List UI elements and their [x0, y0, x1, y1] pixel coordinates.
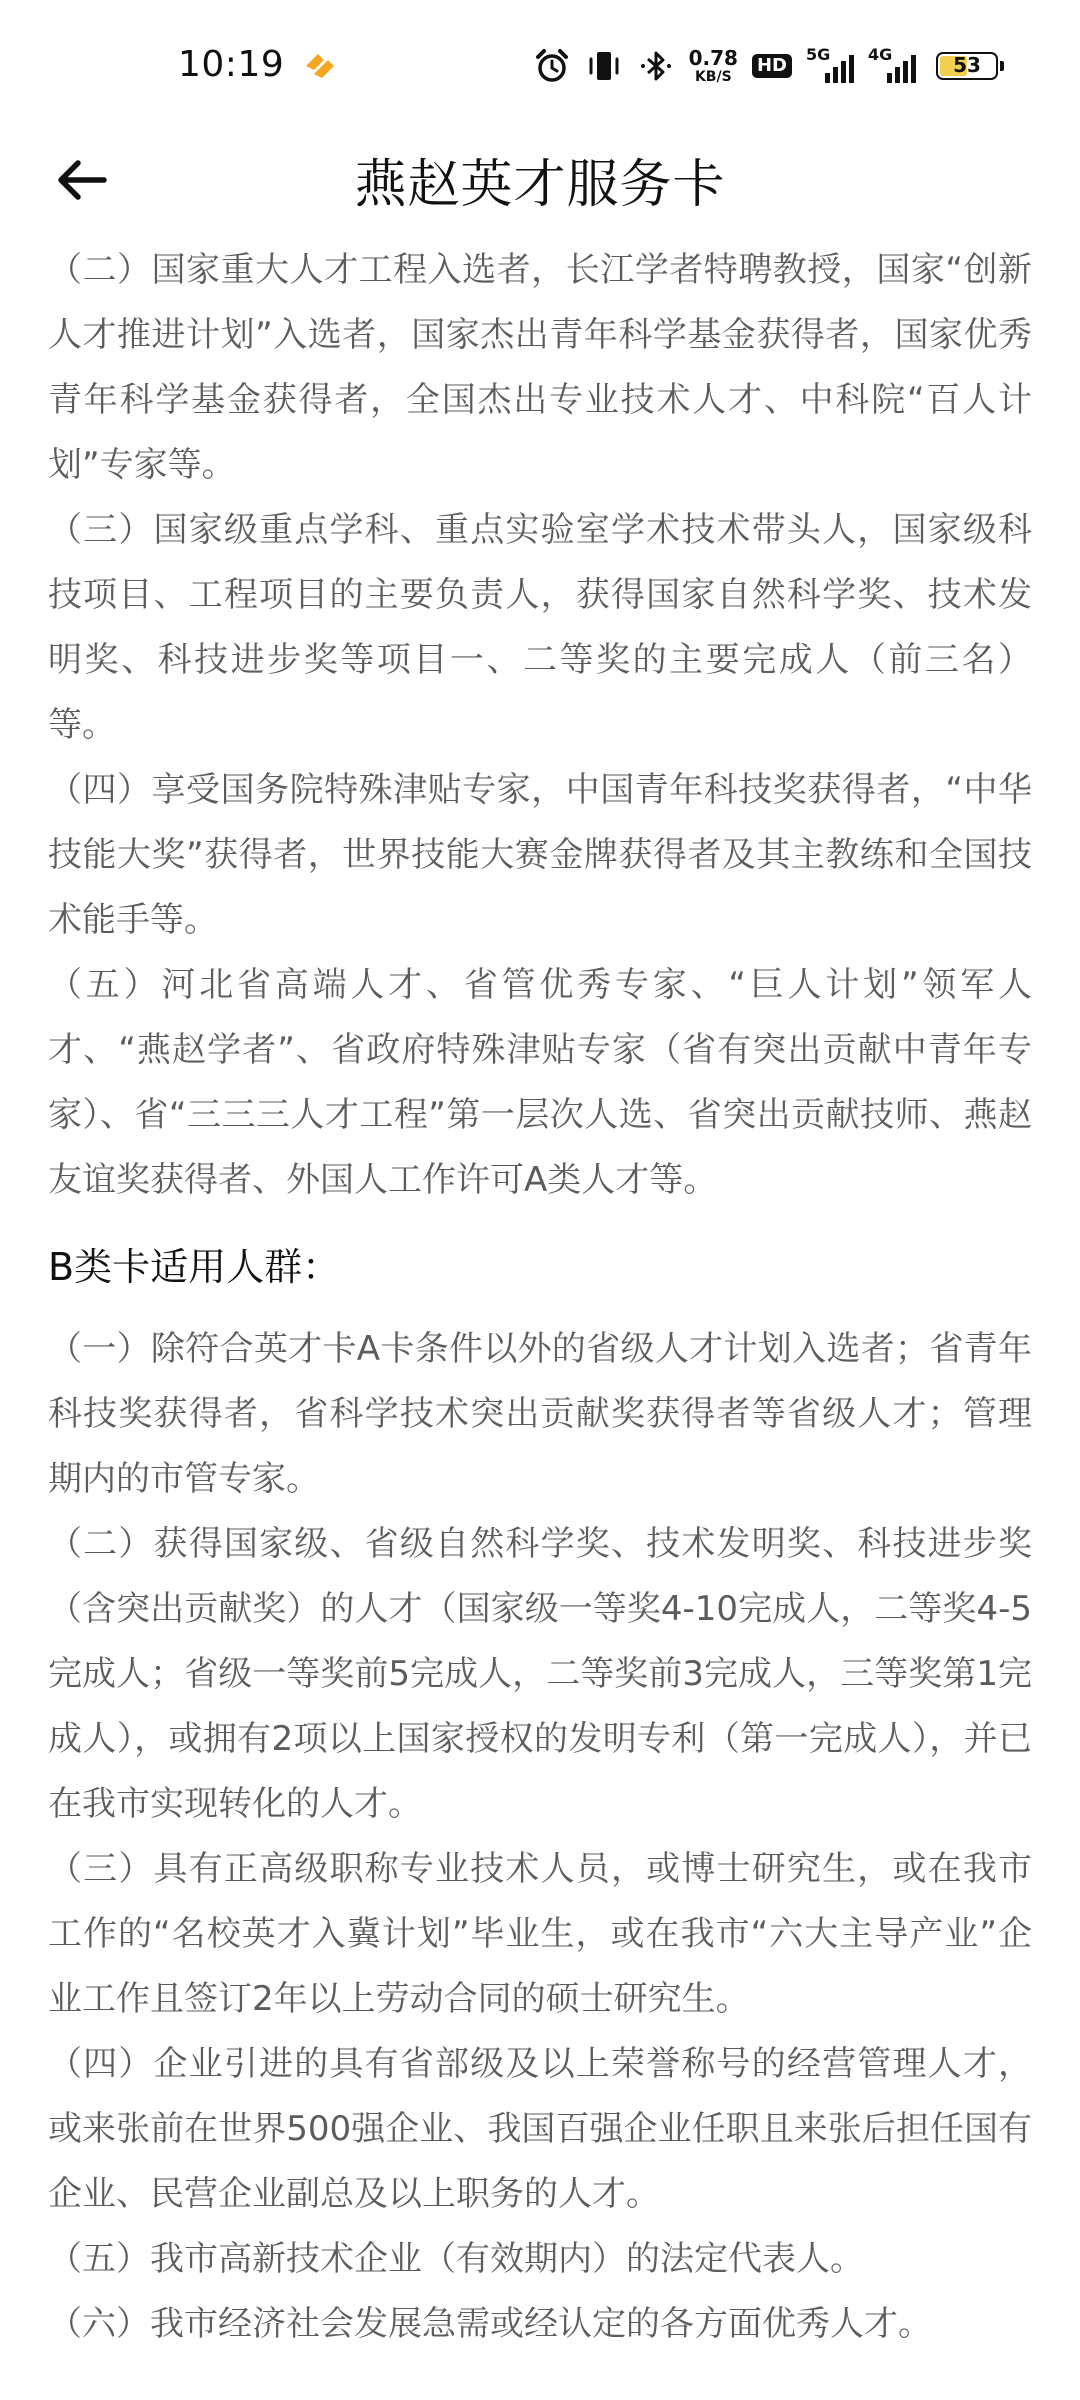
- header-bar: [0, 130, 1080, 230]
- b-item-6: （六）我市经济社会发展急需或经认定的各方面优秀人才。: [48, 2304, 932, 2344]
- network-speed-unit: KB/S: [694, 69, 732, 85]
- b-item-4: （四）企业引进的具有省部级及以上荣誉称号的经营管理人才，或来张前在世界500强企业、我国百强企业任职且来张后担任国有企业、民营企业副总及以上职务的人才。: [48, 2044, 1032, 2214]
- page-title: 燕赵英才服务卡: [354, 155, 726, 215]
- status-time: 10:19: [178, 44, 285, 85]
- battery-level: 53: [953, 53, 981, 77]
- b-item-5: （五）我市高新技术企业（有效期内）的法定代表人。: [48, 2239, 864, 2279]
- status-icons: [533, 44, 998, 88]
- network-speed: [689, 48, 738, 84]
- cellular-signal-5g-icon: [806, 47, 854, 85]
- hd-voice-icon: HD: [752, 54, 792, 78]
- a-item-4: （四）享受国务院特殊津贴专家，中国青年科技奖获得者，“中华技能大奖”获得者，世界技能大赛金牌获得者及其主教练和全国技术能手等。: [48, 770, 1032, 940]
- a-item-2: （二）国家重大人才工程入选者，长江学者特聘教授，国家“创新人才推进计划”入选者，国家杰出青年科学基金获得者，国家优秀青年科学基金获得者，全国杰出专业技术人才、中科院“百人计划”专家等。: [48, 250, 1032, 485]
- signal-4g-label: 4G: [868, 45, 893, 64]
- content-area[interactable]: [48, 238, 1032, 2357]
- b-item-3: （三）具有正高级职称专业技术人员，或博士研究生，或在我市工作的“名校英才入冀计划”毕业生，或在我市“六大主导产业”企业工作且签订2年以上劳动合同的硕士研究生。: [48, 1849, 1032, 2019]
- battery-icon: [936, 52, 998, 80]
- bluetooth-icon: [637, 47, 675, 85]
- vibrate-icon: [585, 47, 623, 85]
- alarm-clock-icon: [533, 47, 571, 85]
- cellular-signal-4g-icon: [868, 47, 916, 85]
- signal-5g-label: 5G: [806, 45, 831, 64]
- a-item-3: （三）国家级重点学科、重点实验室学术技术带头人，国家级科技项目、工程项目的主要负责人，获得国家自然科学奖、技术发明奖、科技进步奖等项目一、二等奖的主要完成人（前三名）等。: [48, 510, 1032, 745]
- a-item-5: （五）河北省高端人才、省管优秀专家、“巨人计划”领军人才、“燕赵学者”、省政府特殊津贴专家（省有突出贡献中青年专家）、省“三三三人才工程”第一层次人选、省突出贡献技师、燕赵友谊奖获得者、外国人工作许可A类人才等。: [48, 965, 1032, 1200]
- section-heading-b-card: B类卡适用人群：: [48, 1245, 341, 1289]
- b-item-1: （一）除符合英才卡A卡条件以外的省级人才计划入选者；省青年科技奖获得者，省科学技术突出贡献奖获得者等省级人才；管理期内的市管专家。: [48, 1329, 1032, 1499]
- app-notification-icon: [300, 46, 340, 86]
- b-item-2: （二）获得国家级、省级自然科学奖、技术发明奖、科技进步奖（含突出贡献奖）的人才（国家级一等奖4-10完成人，二等奖4-5完成人；省级一等奖前5完成人，二等奖前3完成人，三等奖第1完成人），或拥有2项以上国家授权的发明专利（第一完成人），并已在我市实现转化的人才。: [48, 1524, 1032, 1824]
- network-speed-value: 0.78: [688, 46, 738, 70]
- status-bar: [0, 0, 1080, 130]
